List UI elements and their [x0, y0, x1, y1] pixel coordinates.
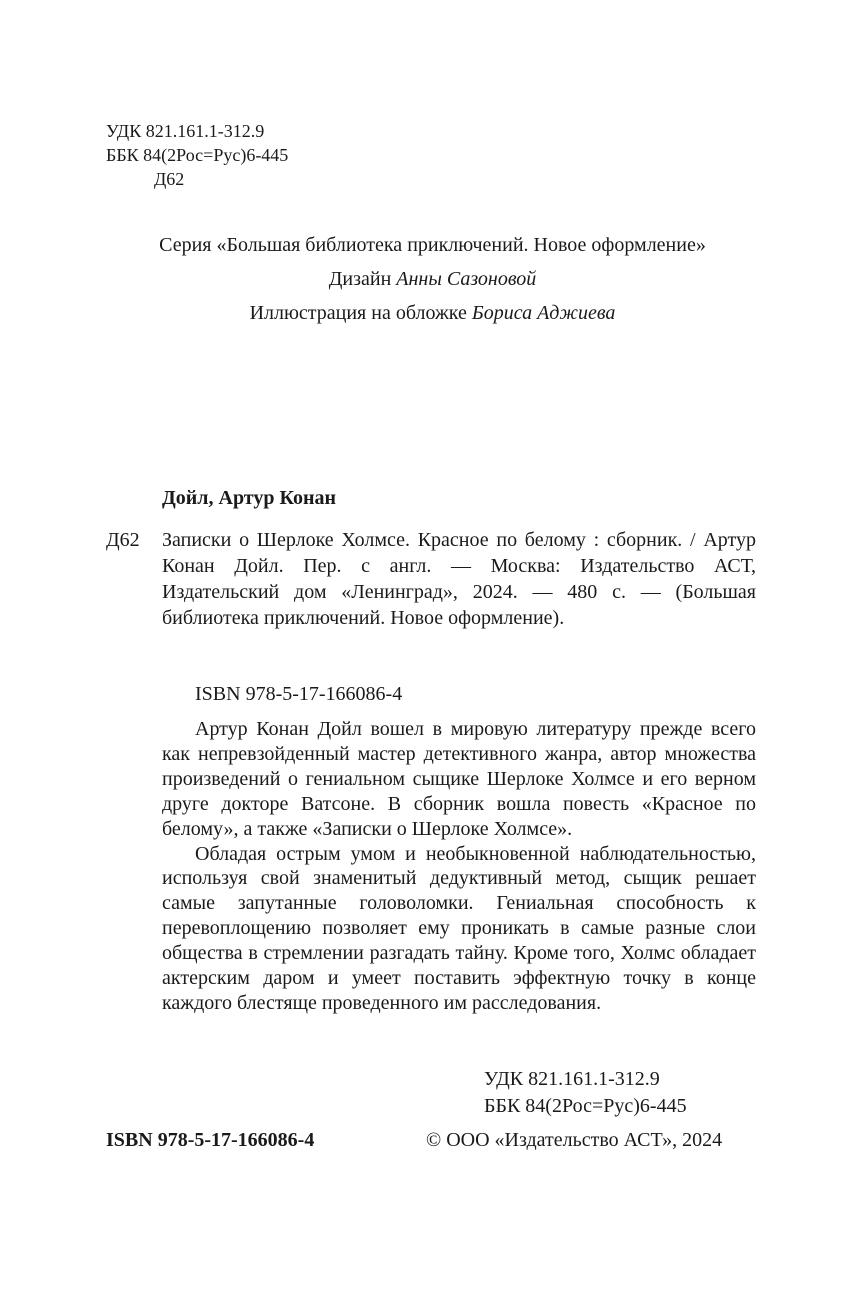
bibliographic-description: Записки о Шерлоке Холмсе. Красное по белому : сборник. / Артур Конан Дойл. Пер. с англ. — Москва: Издательство АСТ, Издательский дом «Ленинград», 2024. — 480 с. — (Большая библиотека приключений. Новое оформление). [162, 529, 756, 629]
annotation-paragraph-2: Обладая острым умом и необыкновенной наблюдательностью, используя свой знаменитый дедуктивный метод, сыщик решает самые запутанные головоломки. Гениальная способность к перевоплощению позволяет ему проникать в самые разные слои общества в стремлении разгадать тайну. Кроме того, Холмс обладает актерским даром и умеет поставить эффектную точку в конце каждого блестяще проведенного им расследования. [162, 842, 756, 1014]
credits-block [0, 228, 845, 330]
catalog-code: Д62 [106, 529, 140, 551]
footer-isbn: ISBN 978-5-17-166086-4 [106, 1129, 315, 1151]
bottom-bbk-code: ББК 84(2Рос=Рус)6-445 [484, 1095, 687, 1117]
bottom-classification-codes [484, 1066, 687, 1120]
illustration-prefix: Иллюстрация на обложке [249, 302, 472, 324]
catalog-author: Дойл, Артур Конан [162, 487, 337, 509]
design-line [0, 262, 845, 296]
bbk-code: ББК 84(2Рос=Рус)6-445 [106, 145, 289, 165]
catalog-isbn: ISBN 978-5-17-166086-4 [195, 683, 403, 705]
illustration-line [0, 296, 845, 330]
annotation-paragraph-1: Артур Конан Дойл вошел в мировую литературу прежде всего как непревзойденный мастер детективного жанра, автор множества произведений о гениальном сыщике Шерлоке Холмсе и его верном друге докторе Ватсоне. В сборник вошла повесть «Красное по белому», а также «Записки о Шерлоке Холмсе». [162, 718, 756, 840]
top-classification-codes [106, 119, 288, 191]
udk-code: УДК 821.161.1-312.9 [106, 121, 265, 141]
author-sign: Д62 [154, 169, 185, 189]
annotation [162, 717, 756, 1016]
design-prefix: Дизайн [328, 268, 397, 290]
illustrator-name: Бориса Аджиева [471, 302, 616, 324]
bottom-udk-code: УДК 821.161.1-312.9 [484, 1068, 660, 1090]
designer-name: Анны Сазоновой [396, 268, 537, 290]
copyright-notice: © ООО «Издательство АСТ», 2024 [426, 1129, 723, 1151]
series-line: Серия «Большая библиотека приключений. Новое оформление» [159, 234, 706, 256]
